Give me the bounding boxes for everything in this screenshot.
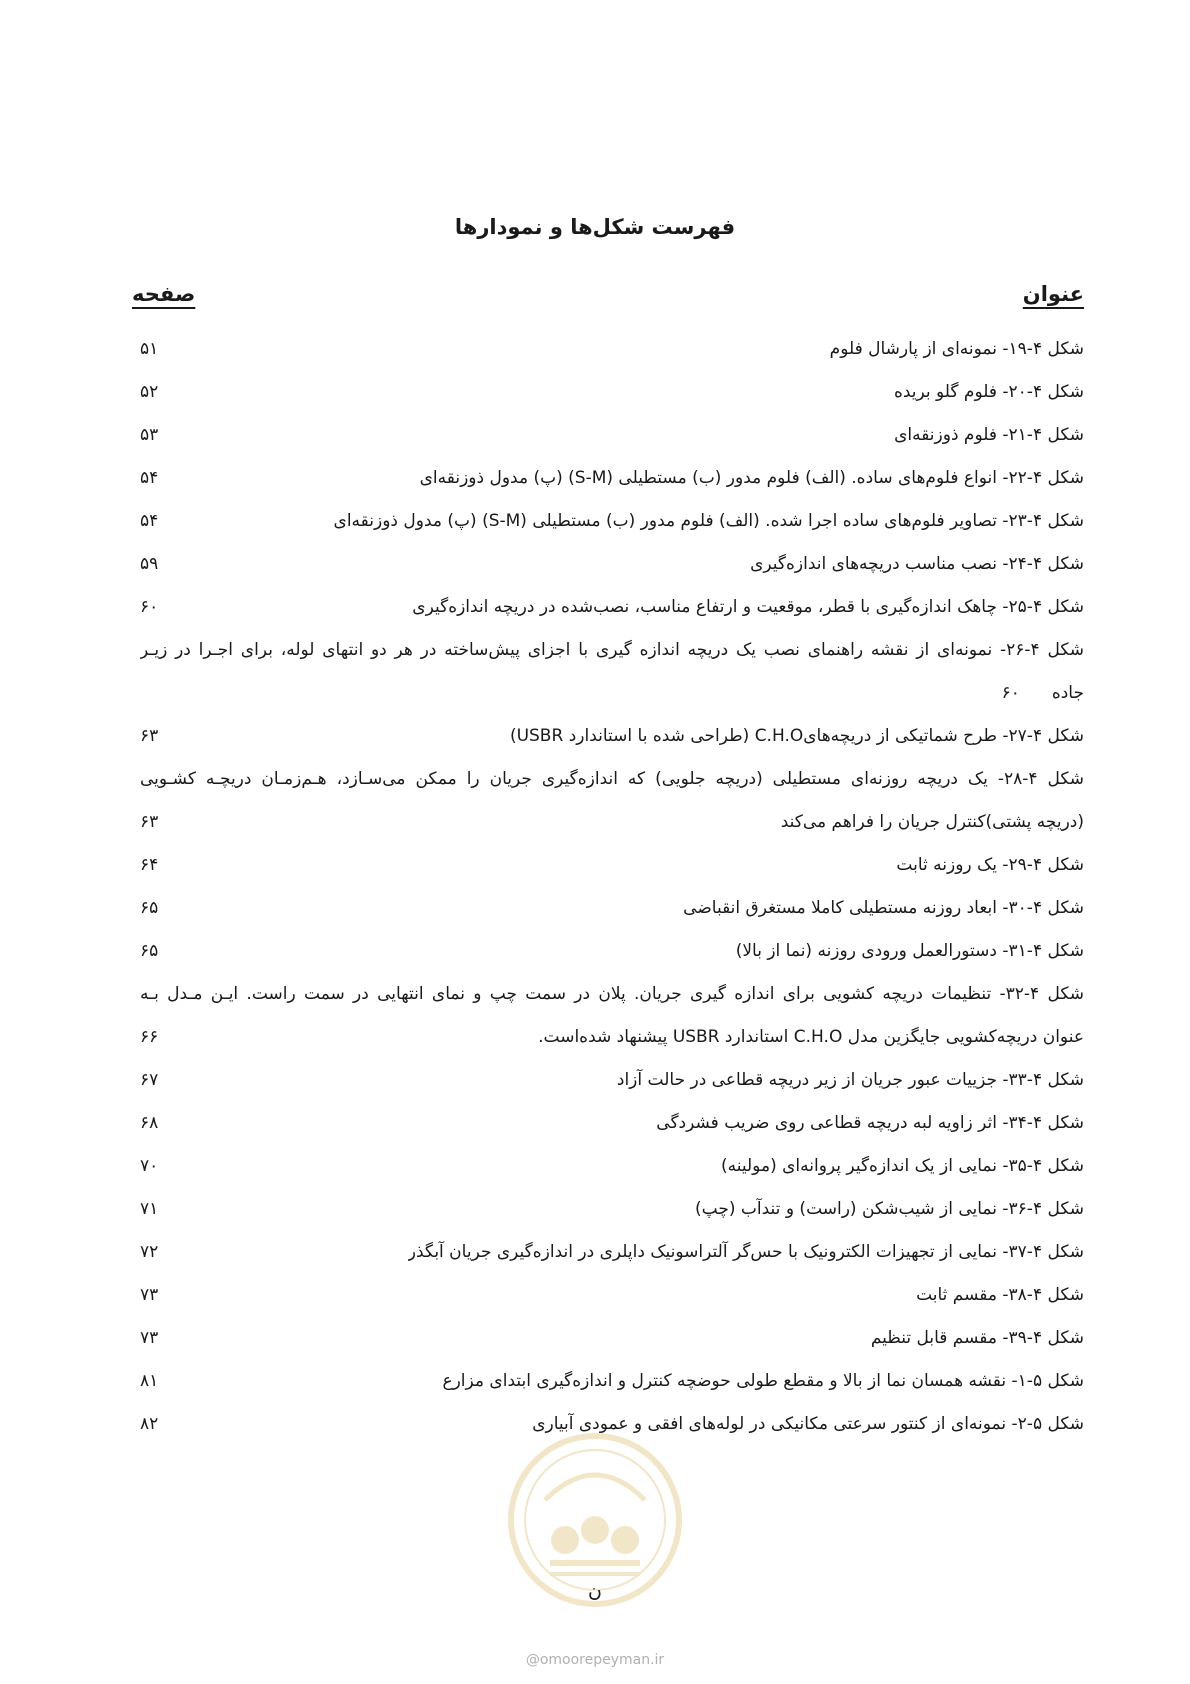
toc-entry xyxy=(140,457,1084,500)
toc-entry xyxy=(140,1102,1084,1145)
toc-entry-page: ۵۱ xyxy=(140,339,159,359)
toc-entry-page: ۵۲ xyxy=(140,382,159,402)
toc-entry-page: ۶۰ xyxy=(140,597,159,617)
toc-entry-page: ۵۹ xyxy=(140,554,159,574)
toc-entry-page: ۶۳ xyxy=(140,726,159,746)
toc-entry-page: ۶۸ xyxy=(140,1113,159,1133)
toc-entry-page: ۶۳ xyxy=(140,812,159,832)
toc-entry-title: شکل ۵-۲- نمونه‌ای از کنتور سرعتی مکانیکی در لوله‌های افقی و عمودی آبیاری xyxy=(532,1414,1084,1434)
toc-entry-page: ۷۲ xyxy=(140,1242,159,1262)
toc-entry-page: ۸۱ xyxy=(140,1371,159,1391)
toc-entry xyxy=(140,973,1084,1016)
toc-entry-title: شکل ۴-۲۳- تصاویر فلوم‌های ساده اجرا شده. (الف) فلوم مدور (ب) مستطیلی (S-M) (پ) مدول ذوزنقه‌ای xyxy=(333,511,1084,531)
toc-entry-title: شکل ۴-۲۹- یک روزنه ثابت xyxy=(896,855,1084,875)
toc-entry xyxy=(140,500,1084,543)
toc-entry xyxy=(140,328,1084,371)
toc-entry xyxy=(140,629,1084,672)
toc-entry xyxy=(140,1317,1084,1360)
figure-list xyxy=(140,328,1084,1446)
continuation-text: عنوان دریچه‌کشویی جایگزین مدل C.H.O استاندارد USBR پیشنهاد شده‌است. xyxy=(538,1027,1084,1047)
toc-entry-title-continued xyxy=(781,801,1084,844)
toc-entry-title: شکل ۴-۲۰- فلوم گلو بریده xyxy=(893,382,1084,402)
toc-entry-title: شکل ۴-۳۵- نمایی از یک اندازه‌گیر پروانه‌ای (مولینه) xyxy=(721,1156,1084,1176)
toc-entry-title: شکل ۴-۳۰- ابعاد روزنه مستطیلی کاملا مستغرق انقباضی xyxy=(683,898,1084,918)
toc-entry-page: ۶۵ xyxy=(140,898,159,918)
page-title: فهرست شکل‌ها و نمودارها xyxy=(454,215,736,239)
continuation-text: جاده xyxy=(1051,683,1084,703)
toc-entry-page: ۶۰ xyxy=(1001,683,1020,703)
toc-entry-title: شکل ۴-۲۱- فلوم ذوزنقه‌ای xyxy=(894,425,1084,445)
page-column-header: صفحه xyxy=(132,282,196,306)
toc-entry xyxy=(140,844,1084,887)
toc-entry-title: شکل ۴-۳۲- تنظیمات دریچه کشویی برای اندازه گیری جریان. پلان در سمت چپ و نمای انتهایی در سمت راست. ایـن مـدل بـه xyxy=(140,984,1084,1004)
toc-entry xyxy=(140,758,1084,801)
toc-entry-title: شکل ۴-۳۴- اثر زاویه لبه دریچه قطاعی روی ضریب فشردگی xyxy=(656,1113,1084,1133)
toc-entry-title: شکل ۴-۳۱- دستورالعمل ورودی روزنه (نما از بالا) xyxy=(735,941,1084,961)
toc-entry xyxy=(140,1059,1084,1102)
toc-entry-continuation xyxy=(140,801,1084,844)
toc-entry-title: شکل ۴-۳۶- نمایی از شیب‌شکن (راست) و تندآب (چپ) xyxy=(695,1199,1084,1219)
toc-entry-title: شکل ۴-۲۷- طرح شماتیکی از دریچه‌هایC.H.O (طراحی شده با استاندارد USBR) xyxy=(509,726,1084,746)
page-number: ن xyxy=(588,1580,602,1602)
toc-entry-page: ۶۷ xyxy=(140,1070,159,1090)
toc-entry-title: شکل ۴-۳۹- مقسم قابل تنظیم xyxy=(870,1328,1084,1348)
toc-entry-page: ۷۰ xyxy=(140,1156,159,1176)
toc-entry-title: شکل ۴-۳۳- جزییات عبور جریان از زیر دریچه قطاعی در حالت آزاد xyxy=(616,1070,1084,1090)
toc-entry-title: شکل ۴-۲۸- یک دریچه روزنه‌ای مستطیلی (دریچه جلویی) که اندازه‌گیری جریان را ممکن می‌سـازد، هـم‌زمـان دریچـه کشـویی xyxy=(140,769,1084,789)
toc-entry-title: شکل ۴-۳۸- مقسم ثابت xyxy=(916,1285,1084,1305)
toc-entry xyxy=(140,1231,1084,1274)
toc-entry-title: شکل ۴-۳۷- نمایی از تجهیزات الکترونیک با حس‌گر آلتراسونیک داپلری در اندازه‌گیری جریان آبگذر xyxy=(407,1242,1084,1262)
toc-entry xyxy=(140,1360,1084,1403)
toc-entry-page: ۸۲ xyxy=(140,1414,159,1434)
website-watermark: @omoorepeyman.ir xyxy=(525,1652,665,1668)
toc-entry-continuation xyxy=(140,672,1084,715)
toc-entry xyxy=(140,1145,1084,1188)
toc-entry xyxy=(140,887,1084,930)
toc-entry xyxy=(140,715,1084,758)
toc-entry-page: ۵۴ xyxy=(140,511,159,531)
toc-entry xyxy=(140,414,1084,457)
toc-entry-page: ۷۳ xyxy=(140,1328,159,1348)
toc-entry-title: شکل ۴-۲۲- انواع فلوم‌های ساده. (الف) فلوم مدور (ب) مستطیلی (S-M) (پ) مدول ذوزنقه‌ای xyxy=(419,468,1084,488)
toc-entry-title: شکل ۴-۲۴- نصب مناسب دریچه‌های اندازه‌گیری xyxy=(750,554,1084,574)
toc-entry-page: ۶۵ xyxy=(140,941,159,961)
toc-entry-title: شکل ۴-۲۵- چاهک اندازه‌گیری با قطر، موقعیت و ارتفاع مناسب، نصب‌شده در دریچه اندازه‌گیری xyxy=(412,597,1084,617)
toc-entry-title: شکل ۴-۲۶- نمونه‌ای از نقشه راهنمای نصب یک دریچه اندازه گیری با اجزای پیش‌ساخته در هر دو انتهای لوله، برای اجـرا در زیـر xyxy=(140,640,1084,660)
toc-entry-title-continued xyxy=(1002,672,1084,715)
toc-entry-page: ۵۴ xyxy=(140,468,159,488)
toc-entry-page: ۵۳ xyxy=(140,425,159,445)
toc-entry-title-continued xyxy=(538,1016,1084,1059)
toc-entry xyxy=(140,1188,1084,1231)
toc-entry xyxy=(140,930,1084,973)
toc-entry-continuation xyxy=(140,1016,1084,1059)
toc-entry xyxy=(140,586,1084,629)
toc-entry xyxy=(140,371,1084,414)
continuation-text: (دریچه پشتی)کنترل جریان را فراهم می‌کند xyxy=(780,812,1084,832)
toc-entry-page: ۶۶ xyxy=(140,1027,159,1047)
toc-entry xyxy=(140,543,1084,586)
title-column-header: عنوان xyxy=(1022,282,1084,306)
toc-entry-page: ۷۱ xyxy=(140,1199,159,1219)
toc-entry-title: شکل ۴-۱۹- نمونه‌ای از پارشال فلوم xyxy=(829,339,1084,359)
toc-entry-title: شکل ۵-۱- نقشه همسان نما از بالا و مقطع طولی حوضچه کنترل و اندازه‌گیری ابتدای مزارع xyxy=(442,1371,1084,1391)
toc-entry-page: ۷۳ xyxy=(140,1285,159,1305)
toc-entry-page: ۶۴ xyxy=(140,855,159,875)
toc-entry xyxy=(140,1274,1084,1317)
